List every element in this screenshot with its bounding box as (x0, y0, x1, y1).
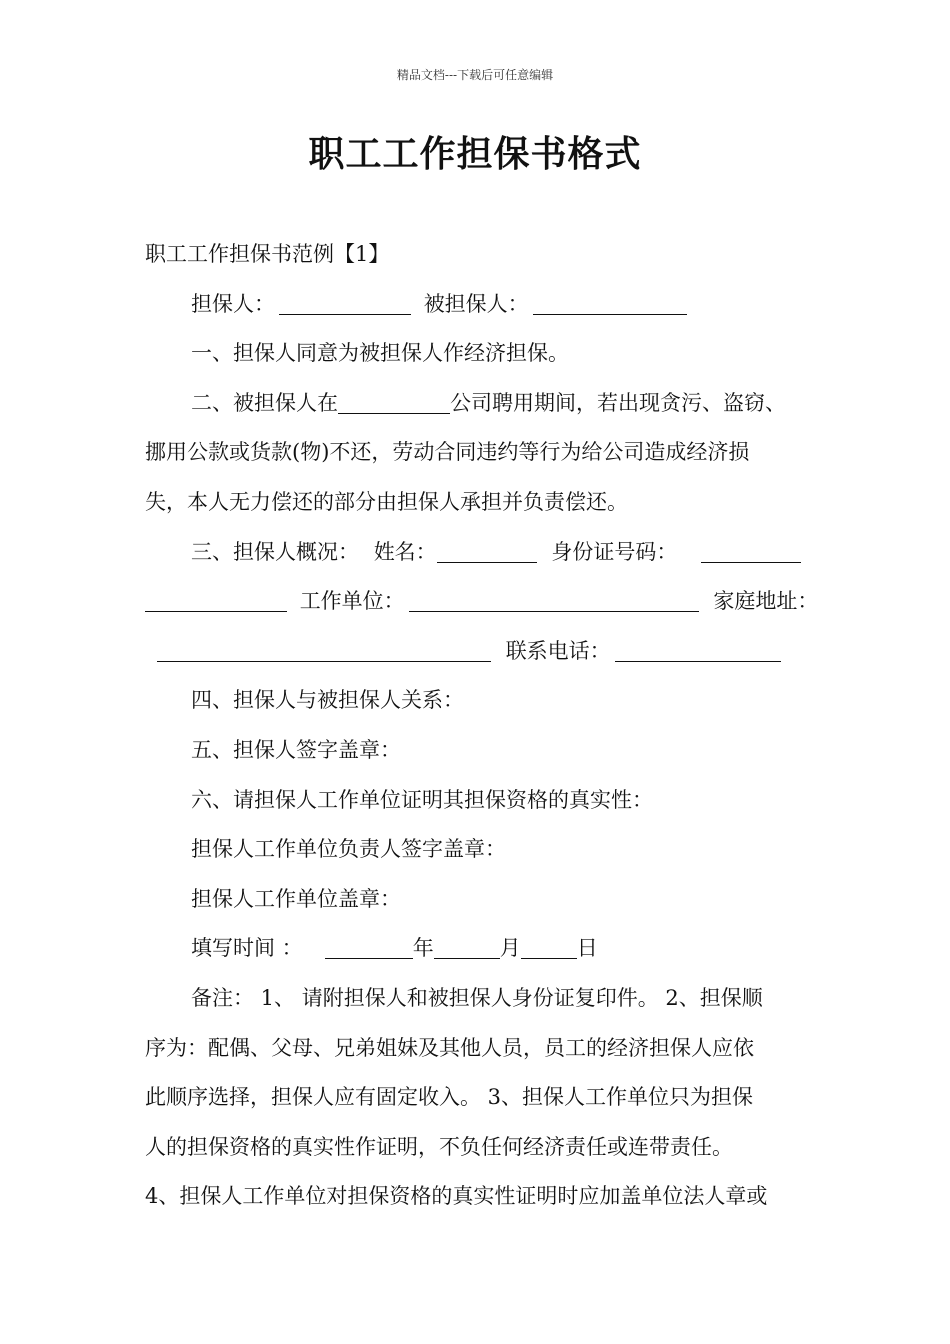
id-blank-2 (145, 610, 287, 612)
date-label: 填写时间 ： (191, 936, 303, 961)
year-blank (325, 957, 413, 959)
guarantor-blank (279, 313, 411, 315)
month-label: 月 (499, 936, 521, 961)
address-label: 家庭地址： (713, 589, 819, 614)
unit-seal: 担保人工作单位盖章： (191, 886, 401, 911)
notes-line-5: 4、担保人工作单位对担保资格的真实性证明时应加盖单位法人章或 (145, 1184, 768, 1209)
name-blank (437, 561, 537, 563)
notes-line-2: 序为：配偶、父母、兄弟姐妹及其他人员，员工的经济担保人应依 (145, 1035, 754, 1060)
date-line (145, 924, 815, 974)
clause-2-prefix: 二、被担保人在 (191, 390, 338, 415)
name-label: 姓名： (373, 539, 437, 564)
clause-6: 六、请担保人工作单位证明其担保资格的真实性： (191, 787, 653, 812)
clause-3-line-2 (145, 577, 819, 627)
header-note: 精品文档---下载后可任意编辑 (396, 68, 554, 82)
company-blank (338, 412, 450, 414)
clause-5: 五、担保人签字盖章： (191, 737, 401, 762)
clause-1: 一、担保人同意为被担保人作经济担保。 (191, 341, 569, 366)
month-blank (434, 957, 500, 959)
guarantor-label: 担保人： (191, 291, 275, 316)
clause-2-line-1 (145, 379, 815, 429)
day-blank (521, 957, 577, 959)
guaranteed-label: 被担保人： (423, 291, 529, 316)
unit-leader-sign: 担保人工作单位负责人签字盖章： (191, 837, 506, 862)
document-body (145, 230, 819, 1222)
document-title: 职工工作担保书格式 (308, 134, 642, 175)
guaranteed-blank (533, 313, 687, 315)
notes-line-4: 人的担保资格的真实性作证明，不负任何经济责任或连带责任。 (145, 1134, 733, 1159)
clause-2-line-2: 挪用公款或货款(物)不还，劳动合同违约等行为给公司造成经济损 (145, 440, 750, 465)
address-blank (157, 660, 491, 662)
id-label: 身份证号码： (551, 539, 678, 564)
clause-3-line-1 (145, 528, 815, 578)
phone-label: 联系电话： (505, 638, 611, 663)
day-label: 日 (576, 936, 598, 961)
parties-line (145, 280, 815, 330)
notes-line-1: 备注： 1、 请附担保人和被担保人身份证复印件。 2、担保顺 (191, 985, 763, 1010)
work-unit-blank (409, 610, 699, 612)
year-label: 年 (412, 936, 434, 961)
id-blank-1 (701, 561, 801, 563)
phone-blank (615, 660, 781, 662)
section-heading: 职工工作担保书范例【1】 (145, 242, 390, 266)
clause-3-line-3 (145, 627, 815, 677)
clause-2-suffix: 公司聘用期间，若出现贪污、盗窃、 (450, 390, 786, 415)
notes-line-3: 此顺序选择，担保人应有固定收入。 3、担保人工作单位只为担保 (145, 1085, 754, 1110)
work-unit-label: 工作单位： (299, 589, 405, 614)
clause-3-prefix: 三、担保人概况： (191, 539, 359, 564)
clause-2-line-3: 失，本人无力偿还的部分由担保人承担并负责偿还。 (145, 489, 628, 514)
clause-4: 四、担保人与被担保人关系： (191, 688, 464, 713)
